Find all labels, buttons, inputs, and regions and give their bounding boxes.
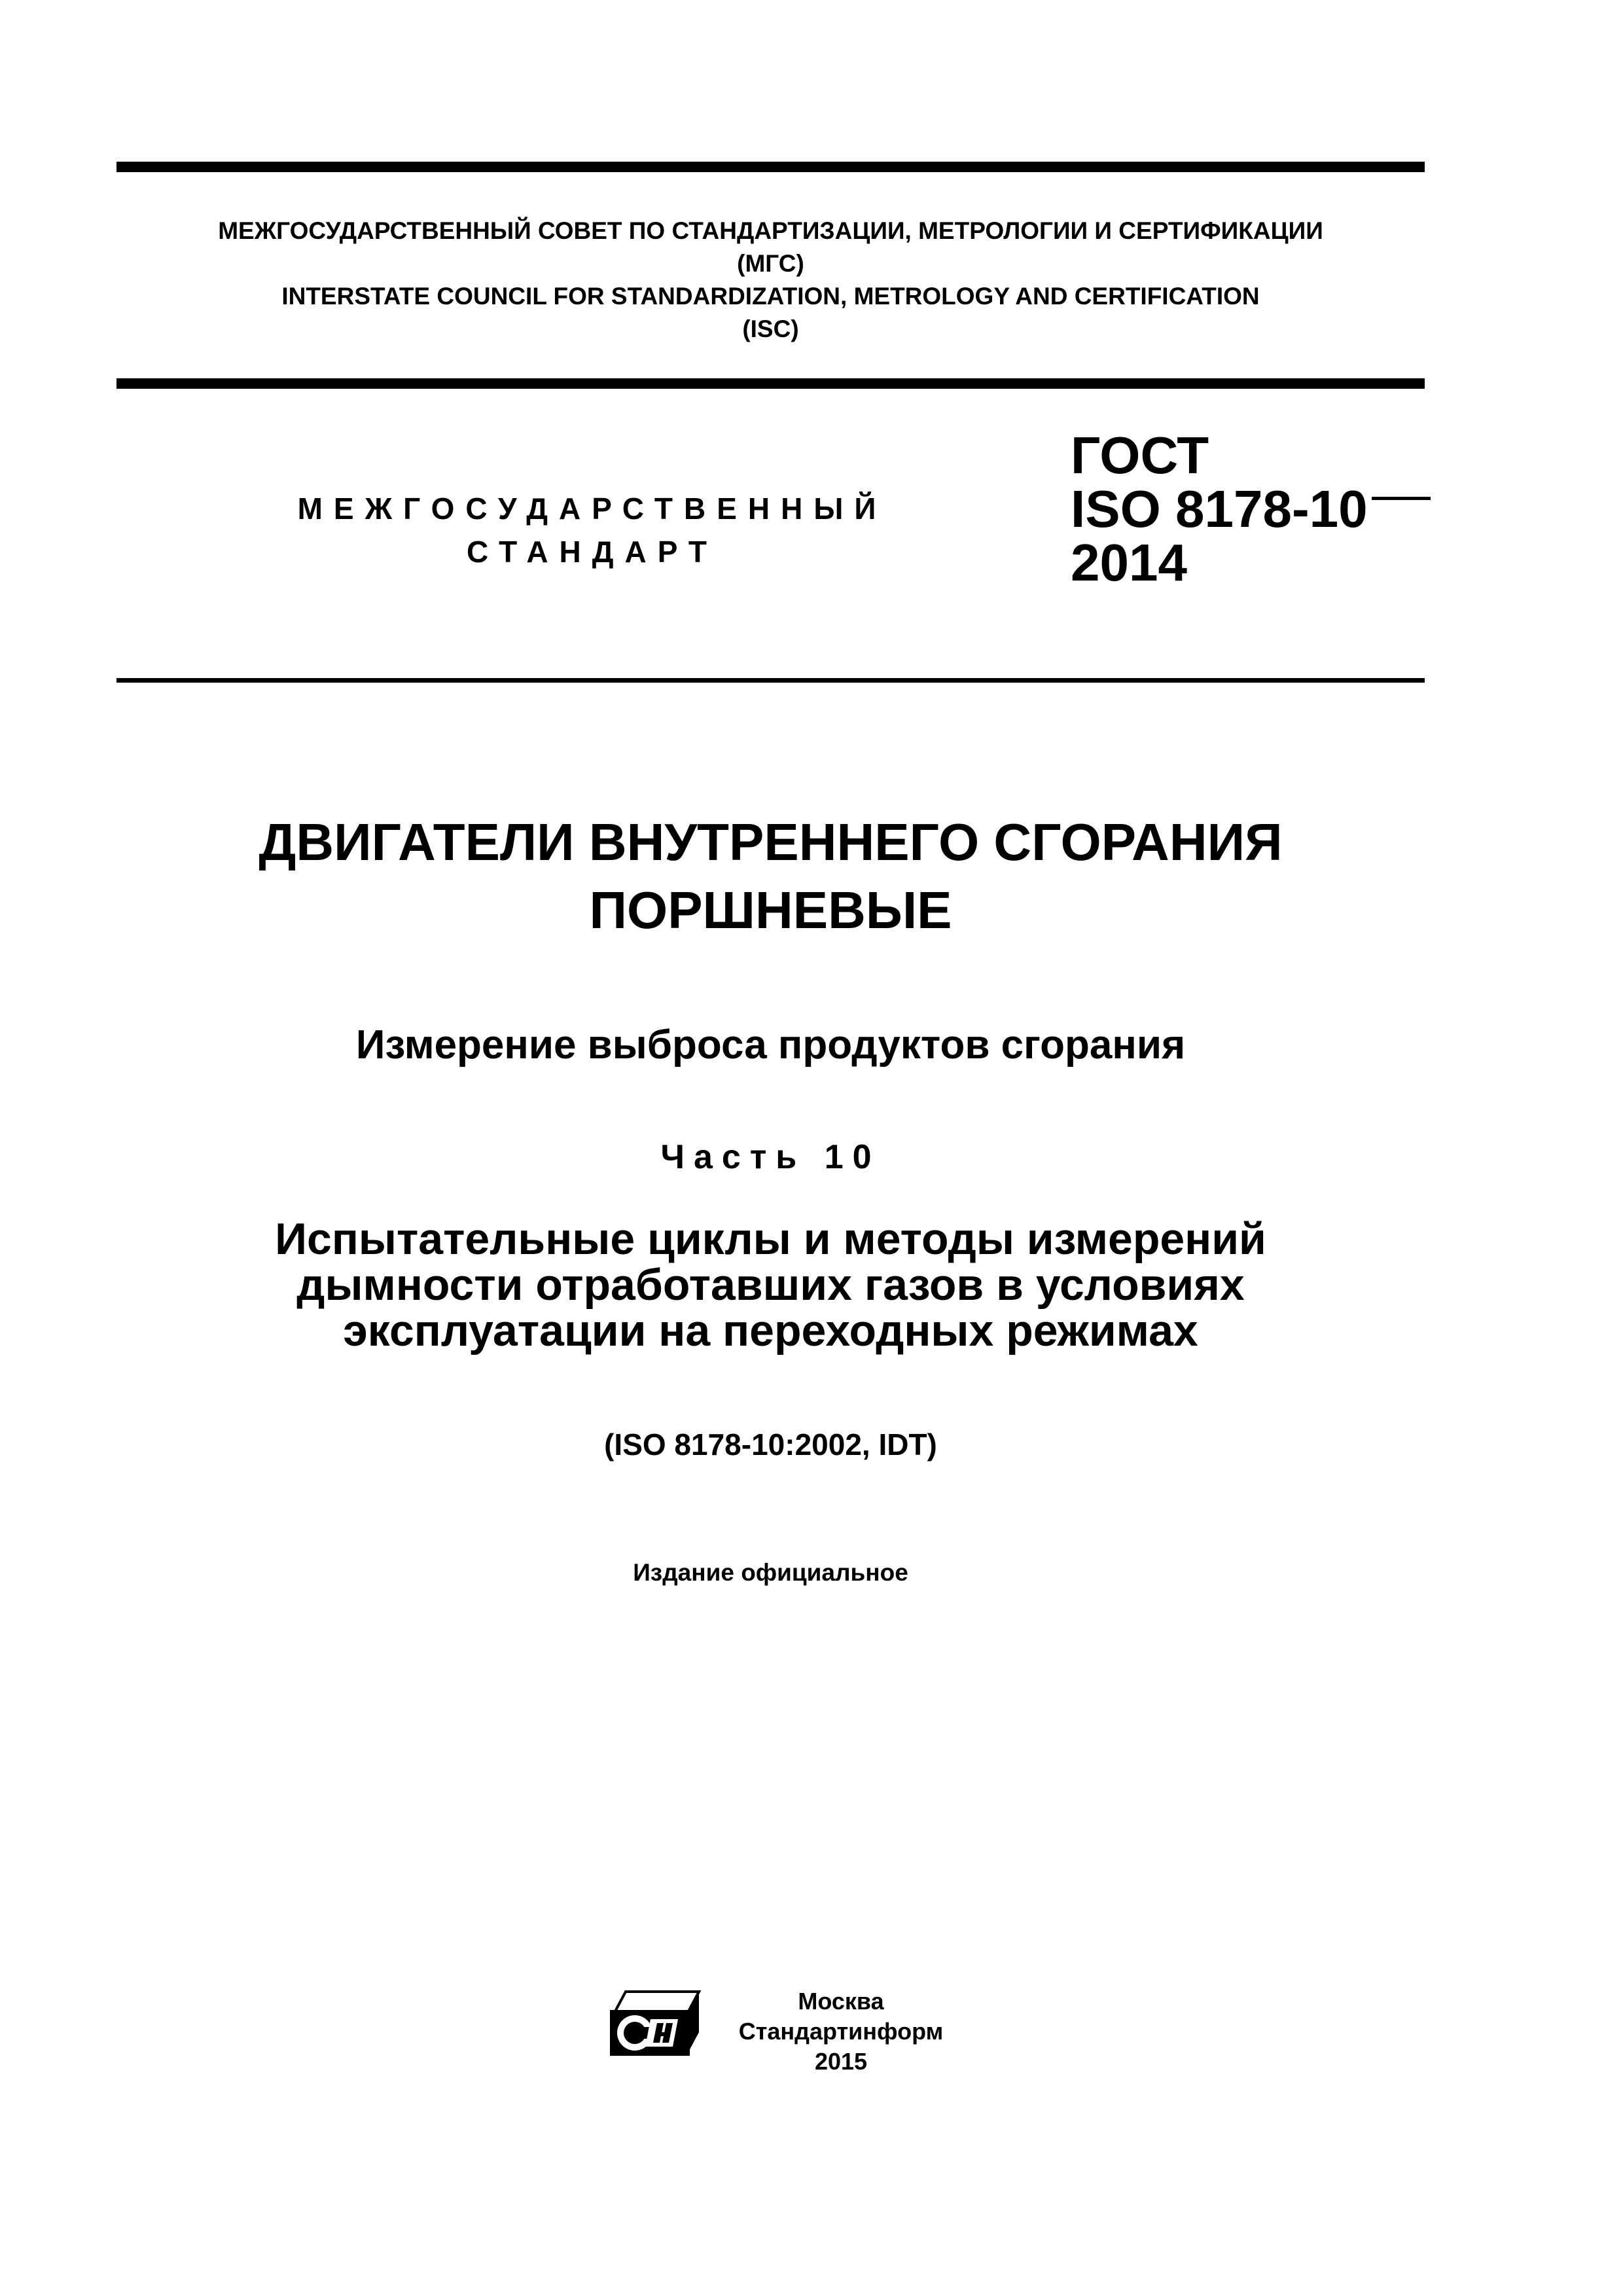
part-label: Часть 10	[660, 1138, 881, 1176]
council-abbr-en: (ISC)	[742, 315, 799, 342]
publisher-name: Стандартинформ	[738, 2018, 944, 2045]
title-line2: ПОРШНЕВЫЕ	[589, 881, 952, 939]
designation-number: ISO 8178-10	[1071, 480, 1368, 538]
standard-type-line2: СТАНДАРТ	[467, 535, 718, 569]
council-name-ru: МЕЖГОСУДАРСТВЕННЫЙ СОВЕТ ПО СТАНДАРТИЗАЦИИ, МЕТРОЛОГИИ И СЕРТИФИКАЦИИ	[218, 217, 1323, 244]
council-rule	[116, 378, 1425, 389]
document-subtitle: Измерение выброса продуктов сгорания	[355, 1022, 1186, 1067]
part-title-line2: дымности отработавших газов в условиях	[296, 1260, 1245, 1310]
council-name-en: INTERSTATE COUNCIL FOR STANDARDIZATION, METROLOGY AND CERTIFICATION	[281, 283, 1260, 310]
standartinform-logo-icon	[610, 1985, 704, 2066]
publisher-year: 2015	[814, 2048, 868, 2075]
iso-reference: (ISO 8178-10:2002, IDT)	[604, 1427, 937, 1462]
designation-prefix: ГОСТ	[1071, 426, 1209, 484]
designation-dash	[1372, 497, 1431, 500]
title-line1: ДВИГАТЕЛИ ВНУТРЕННЕГО СГОРАНИЯ	[259, 813, 1283, 871]
publisher-block	[730, 1986, 952, 2077]
part-title	[116, 1216, 1425, 1354]
part-title-line1: Испытательные циклы и методы измерений	[275, 1214, 1266, 1264]
designation-rule	[116, 678, 1425, 683]
top-rule	[116, 162, 1425, 172]
council-header	[116, 215, 1425, 346]
edition-note: Издание официальное	[633, 1559, 908, 1586]
standard-type-line1: МЕЖГОСУДАРСТВЕННЫЙ	[297, 492, 887, 526]
designation-number-row	[1071, 482, 1431, 536]
publisher-city: Москва	[798, 1988, 884, 2015]
designation-year: 2014	[1071, 533, 1187, 592]
standard-designation	[1071, 426, 1431, 592]
part-title-line3: эксплуатации на переходных режимах	[343, 1306, 1198, 1355]
council-abbr-ru: (МГС)	[737, 250, 804, 277]
document-title	[116, 808, 1425, 944]
